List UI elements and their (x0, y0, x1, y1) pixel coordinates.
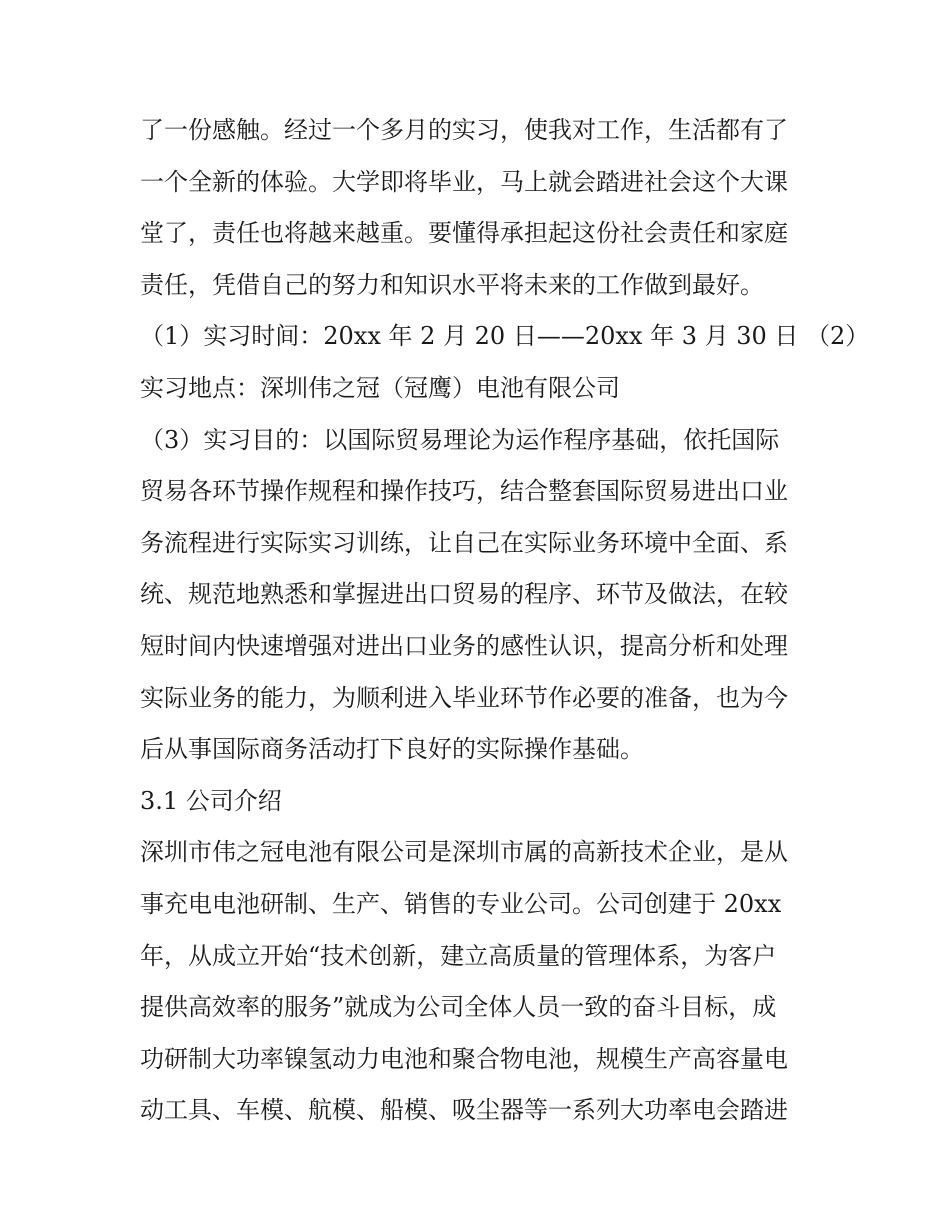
text-line: 后从事国际商务活动打下良好的实际操作基础。 (140, 735, 644, 764)
text-line: （1）实习时间：20xx 年 2 月 20 日——20xx 年 3 月 30 日 （2） (140, 322, 870, 351)
text-line: 功研制大功率镍氢动力电池和聚合物电池，规模生产高容量电 (140, 1044, 788, 1073)
text-line: 责任，凭借自己的努力和知识水平将未来的工作做到最好。 (140, 270, 764, 299)
text-line: 深圳市伟之冠电池有限公司是深圳市属的高新技术企业，是从 (140, 838, 788, 867)
text-line: 贸易各环节操作规程和操作技巧，结合整套国际贸易进出口业 (140, 477, 788, 506)
text-line: 年，从成立开始“技术创新，建立高质量的管理体系，为客户 (140, 941, 777, 970)
text-line: 堂了，责任也将越来越重。要懂得承担起这份社会责任和家庭 (140, 219, 788, 248)
text-line: 统、规范地熟悉和掌握进出口贸易的程序、环节及做法，在较 (140, 580, 788, 609)
text-line: 实习地点：深圳伟之冠（冠鹰）电池有限公司 (140, 373, 620, 402)
body-text (140, 105, 870, 1137)
text-line: 实际业务的能力，为顺利进入毕业环节作必要的准备，也为今 (140, 683, 788, 712)
text-line: （3）实习目的：以国际贸易理论为运作程序基础，依托国际 (140, 425, 780, 454)
text-line: 务流程进行实际实习训练，让自己在实际业务环境中全面、系 (140, 528, 788, 557)
text-line: 事充电电池研制、生产、销售的专业公司。公司创建于 20xx (140, 889, 782, 918)
text-line: 短时间内快速增强对进出口业务的感性认识，提高分析和处理 (140, 631, 788, 660)
section-heading: 3.1 公司介绍 (140, 786, 282, 815)
text-line: 提供高效率的服务”就成为公司全体人员一致的奋斗目标，成 (140, 993, 777, 1022)
text-line: 了一份感触。经过一个多月的实习，使我对工作，生活都有了 (140, 116, 788, 144)
text-line: 一个全新的体验。大学即将毕业，马上就会踏进社会这个大课 (140, 167, 788, 196)
text-line: 动工具、车模、航模、船模、吸尘器等一系列大功率电会踏进 (140, 1096, 788, 1125)
